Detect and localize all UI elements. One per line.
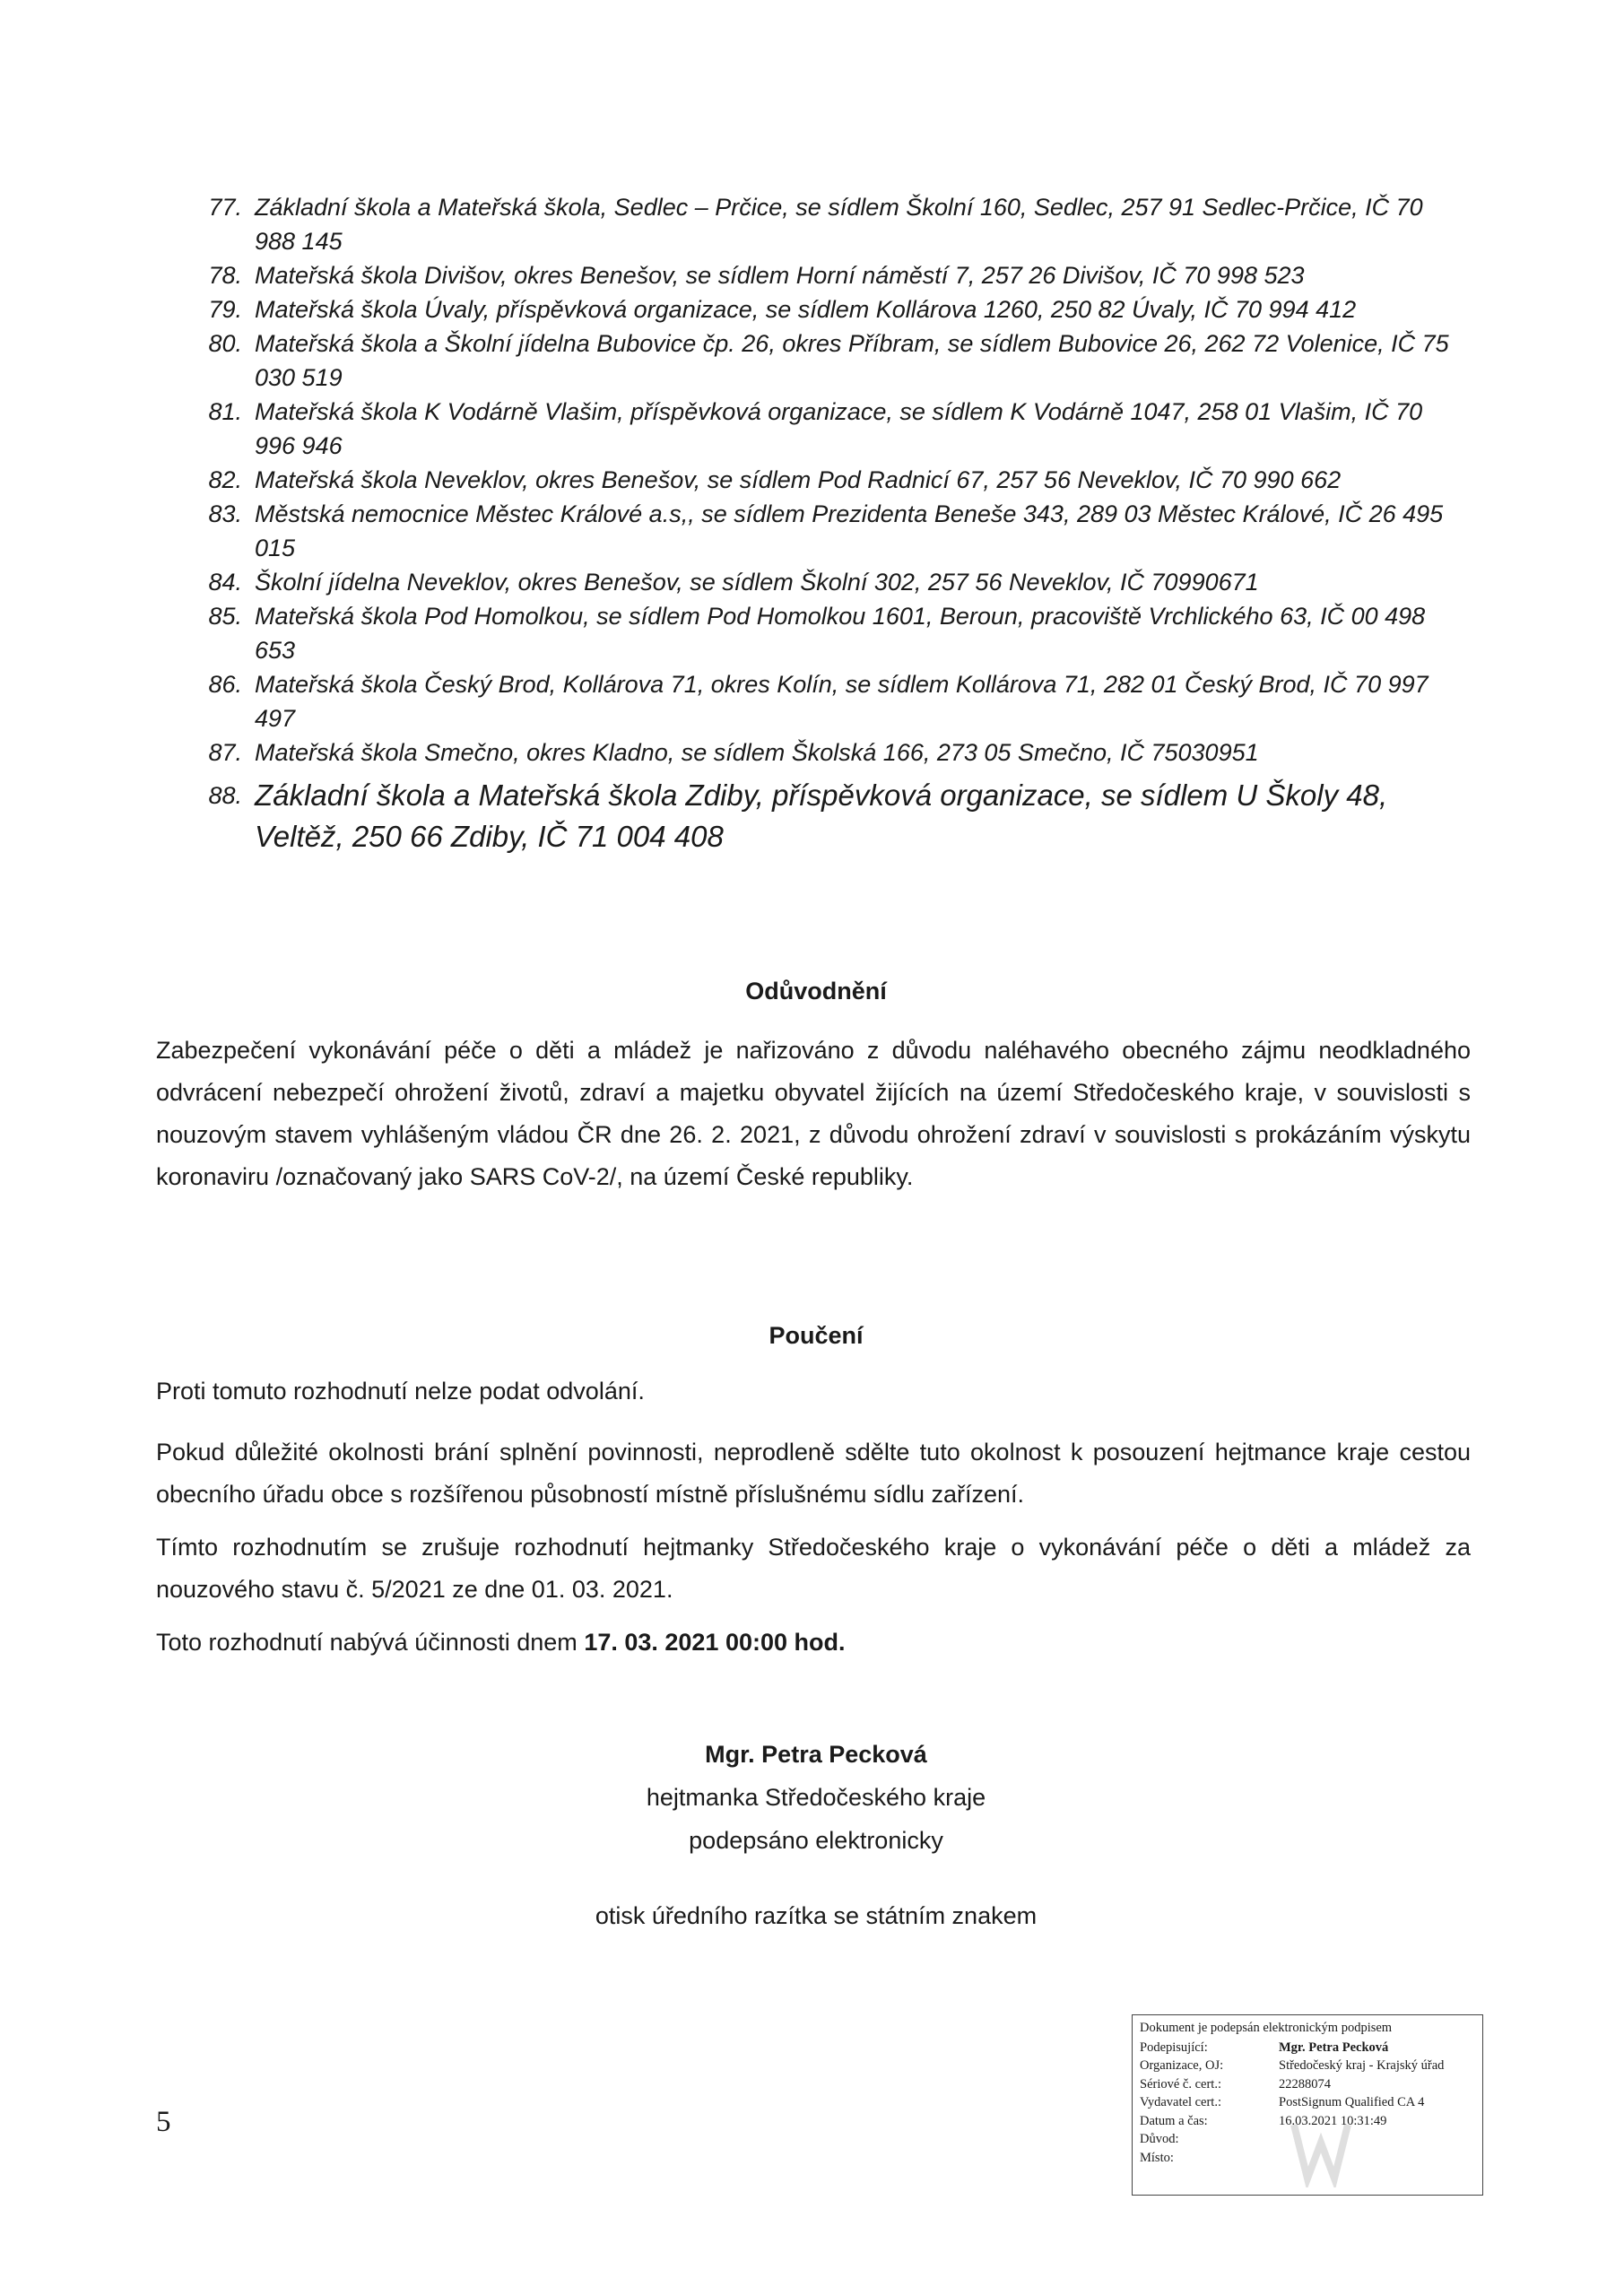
signed-note: podepsáno elektronicky [689,1827,943,1854]
stamp-note: otisk úředního razítka se státním znakem [595,1902,1038,1929]
list-item-number: 87. [208,739,242,766]
oduvodneni-text [156,1030,1471,1198]
list-item [201,258,1456,292]
row-label: Datum a čas: [1140,2113,1208,2128]
electronic-signature-box [1132,2014,1483,2196]
list-item-number: 84. [208,569,242,596]
row-label: Důvod: [1140,2132,1179,2147]
row-value: Mgr. Petra Pecková [1279,2039,1389,2055]
list-item-number: 82. [208,466,242,493]
list-item [201,292,1456,326]
signature-box-row [1140,2094,1475,2113]
list-item-number: 83. [208,500,242,527]
list-item [201,497,1456,565]
pouceni-paragraph: Tímto rozhodnutím se zrušuje rozhodnutí hejtmanky Středočeského kraje o vykonávání péče o děti a mládež za nouzového stavu č. 5/2021 ze dne 01. 03. 2021. [156,1534,1471,1603]
signatory-name: Mgr. Petra Pecková [705,1741,927,1768]
list-item-text: Mateřská škola Pod Homolkou, se sídlem Pod Homolkou 1601, Beroun, pracoviště Vrchlického 63, IČ 00 498 653 [255,603,1426,664]
list-item-number: 80. [208,330,242,357]
page-number: 5 [156,2106,171,2138]
list-item-number: 88. [208,782,242,809]
list-item-text: Mateřská škola a Školní jídelna Bubovice čp. 26, okres Příbram, se sídlem Bubovice 26, 262 72 Volenice, IČ 75 030 519 [255,330,1449,391]
list-item [201,326,1456,395]
list-item-text: Mateřská škola Český Brod, Kollárova 71, okres Kolín, se sídlem Kollárova 71, 282 01 Český Brod, IČ 70 997 497 [255,671,1429,732]
list-item-number: 77. [208,194,242,221]
list-item [201,775,1456,857]
pouceni-p4 [156,1622,1471,1664]
pouceni-paragraph: Proti tomuto rozhodnutí nelze podat odvolání. [156,1378,645,1405]
row-value: PostSignum Qualified CA 4 [1279,2095,1425,2110]
list-item [201,599,1456,667]
list-item-text: Školní jídelna Neveklov, okres Benešov, se sídlem Školní 302, 257 56 Neveklov, IČ 70990671 [255,569,1259,596]
list-item-text: Základní škola a Mateřská škola Zdiby, příspěvková organizace, se sídlem U Školy 48, Veltěž, 250 66 Zdiby, IČ 71 004 408 [255,778,1388,853]
list-item [201,190,1456,258]
signature-box-row [1140,2039,1475,2057]
effective-date-prefix: Toto rozhodnutí nabývá účinnosti dnem [156,1629,585,1656]
oduvodneni-paragraph: Zabezpečení vykonávání péče o děti a mládež je nařizováno z důvodu naléhavého obecného zájmu neodkladného odvrácení nebezpečí ohrožení životů, zdraví a majetku obyvatel žijících na území Středočeského kraje, v souvislosti s nouzovým stavem vyhlášeným vládou ČR dne 26. 2. 2021, z důvodu ohrožení zdraví v souvislosti s prokázáním výskytu koronaviru /označovaný jako SARS CoV-2/, na území České republiky. [156,1037,1471,1190]
signature-box-row [1140,2057,1475,2076]
list-item-number: 86. [208,671,242,698]
list-item [201,565,1456,599]
list-item [201,463,1456,497]
watermark-icon [1285,2116,1357,2187]
signatory-role: hejtmanka Středočeského kraje [646,1784,986,1811]
oduvodneni-heading: Odůvodnění [745,978,887,1004]
list-item-text: Mateřská škola Neveklov, okres Benešov, se sídlem Pod Radnicí 67, 257 56 Neveklov, IČ 70 990 662 [255,466,1342,493]
signature-box-row [1140,2075,1475,2094]
list-item-number: 79. [208,296,242,323]
row-label: Organizace, OJ: [1140,2058,1224,2074]
row-value: Středočeský kraj - Krajský úřad [1279,2058,1445,2074]
list-item-text: Mateřská škola K Vodárně Vlašim, příspěvková organizace, se sídlem K Vodárně 1047, 258 01 Vlašim, IČ 70 996 946 [255,398,1423,459]
list-item-text: Městská nemocnice Městec Králové a.s,, se sídlem Prezidenta Beneše 343, 289 03 Městec Králové, IČ 26 495 015 [255,500,1444,561]
list-item-number: 78. [208,262,242,289]
list-item-number: 85. [208,603,242,630]
list-item [201,667,1456,735]
list-item-number: 81. [208,398,242,425]
row-label: Podepisující: [1140,2039,1208,2055]
list-item-text: Mateřská škola Divišov, okres Benešov, se sídlem Horní náměstí 7, 257 26 Divišov, IČ 70 998 523 [255,262,1305,289]
pouceni-p1 [156,1370,1471,1413]
signature-block [502,1733,1130,1937]
list-item [201,735,1456,770]
pouceni-paragraph: Pokud důležité okolnosti brání splnění povinnosti, neprodleně sdělte tuto okolnost k posouzení hejtmance kraje cestou obecního úřadu obce s rozšířenou působností místně příslušnému sídlu zařízení. [156,1439,1471,1508]
list-item-text: Mateřská škola Smečno, okres Kladno, se sídlem Školská 166, 273 05 Smečno, IČ 75030951 [255,739,1259,766]
row-label: Místo: [1140,2150,1174,2165]
row-value: 16.03.2021 10:31:49 [1279,2113,1387,2128]
row-label: Sériové č. cert.: [1140,2076,1221,2092]
list-item-text: Mateřská škola Úvaly, příspěvková organizace, se sídlem Kollárova 1260, 250 82 Úvaly, IČ 70 994 412 [255,296,1357,323]
row-value: 22288074 [1279,2076,1331,2092]
list-item [201,395,1456,463]
pouceni-heading: Poučení [769,1322,864,1349]
list-item-text: Základní škola a Mateřská škola, Sedlec – Prčice, se sídlem Školní 160, Sedlec, 257 91 Sedlec-Prčice, IČ 70 988 145 [255,194,1423,255]
pouceni-p2 [156,1431,1471,1516]
effective-date: 17. 03. 2021 00:00 hod. [584,1629,846,1656]
signature-box-title: Dokument je podepsán elektronickým podpisem [1140,2021,1393,2035]
school-list [201,190,1456,857]
row-label: Vydavatel cert.: [1140,2095,1221,2110]
pouceni-p3 [156,1526,1471,1611]
